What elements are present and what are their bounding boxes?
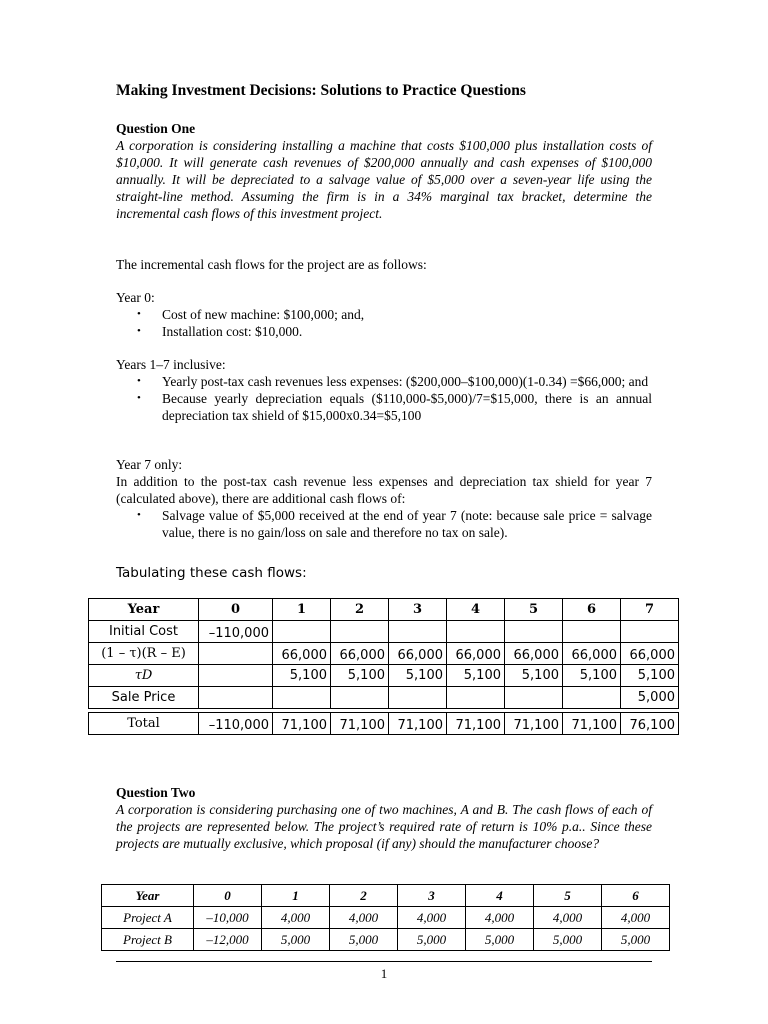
table-cell [331, 687, 389, 709]
table-cell: 5,100 [447, 665, 505, 687]
list-item: • Yearly post-tax cash revenues less expenses: ($200,000–$100,000)(1-0.34) =$66,000; and [137, 374, 649, 389]
table-cell: –12,000 [194, 929, 262, 951]
table-cell: 4,000 [466, 907, 534, 929]
table-header-cell: 3 [389, 599, 447, 621]
row-label: τD [89, 665, 199, 687]
table-header-cell: Year [89, 599, 199, 621]
table-cell [199, 643, 273, 665]
table-cell [447, 621, 505, 643]
table-cell [273, 621, 331, 643]
table-cell [331, 621, 389, 643]
table-cell: 66,000 [505, 643, 563, 665]
table-row [89, 665, 679, 687]
table-cell: 5,000 [621, 687, 679, 709]
page-number: 1 [380, 966, 388, 981]
table-cell: 5,100 [621, 665, 679, 687]
row-label: Total [89, 713, 199, 735]
table-cell: –10,000 [194, 907, 262, 929]
table-cell [199, 687, 273, 709]
table-row [89, 621, 679, 643]
list-item: • Cost of new machine: $100,000; and, [137, 307, 365, 322]
table-cell: –110,000 [199, 621, 273, 643]
bullet-icon: • [137, 308, 141, 320]
table-header-cell: 1 [273, 599, 331, 621]
table-cell: 5,000 [534, 929, 602, 951]
table-cell [389, 621, 447, 643]
table-cell: 71,100 [273, 713, 331, 735]
table-header-cell: 5 [505, 599, 563, 621]
table-cell [199, 665, 273, 687]
projects-table [101, 884, 670, 951]
table-cell: 66,000 [331, 643, 389, 665]
table-total-row [89, 713, 679, 735]
table-cell: 5,100 [505, 665, 563, 687]
table-cell: 4,000 [398, 907, 466, 929]
table-header-cell: 0 [199, 599, 273, 621]
table-cell: 5,000 [262, 929, 330, 951]
year7-text: In addition to the post-tax cash revenue less expenses and depreciation tax shield for year 7 (calculated above), there are additional cash flows of: [116, 474, 652, 506]
table-cell: 71,100 [447, 713, 505, 735]
table-row [102, 907, 670, 929]
table-cell: 5,000 [602, 929, 670, 951]
table-cell: 71,100 [563, 713, 621, 735]
table-header-cell: 2 [330, 885, 398, 907]
row-label: (1 – τ)(R – E) [89, 643, 199, 665]
table-header-cell: 4 [466, 885, 534, 907]
table-header-cell: 1 [262, 885, 330, 907]
row-label: Sale Price [89, 687, 199, 709]
table-cell [447, 687, 505, 709]
cash-flow-table [88, 598, 679, 735]
table-cell: 71,100 [389, 713, 447, 735]
tabulating-label: Tabulating these cash flows: [116, 565, 307, 581]
list-item: • Salvage value of $5,000 received at the end of year 7 (note: because sale price = salvage value, there is no gain/loss on sale and therefore no tax on sale). [137, 508, 652, 540]
table-cell [273, 687, 331, 709]
question-one-prompt: A corporation is considering installing a machine that costs $100,000 plus installation costs of $10,000. It will generate cash revenues of $200,000 annually and cash expenses of $100,000 annually. It will be depreciated to a salvage value of $5,000 over a seven-year life using the straight-line method. Assuming the firm is in a 34% marginal tax bracket, determine the incremental cash flows of this investment project. [116, 138, 652, 221]
year7-list [116, 507, 652, 541]
table-cell [621, 621, 679, 643]
table-cell: 4,000 [602, 907, 670, 929]
table-cell: 5,100 [331, 665, 389, 687]
table-header-cell: 7 [621, 599, 679, 621]
list-item: • Installation cost: $10,000. [137, 324, 303, 339]
table-cell: 71,100 [331, 713, 389, 735]
table-header-cell: 6 [602, 885, 670, 907]
table-cell: 5,100 [563, 665, 621, 687]
table-cell: –110,000 [199, 713, 273, 735]
table-header-cell: 0 [194, 885, 262, 907]
table-header-cell: 6 [563, 599, 621, 621]
cash-flow-intro: The incremental cash flows for the project are as follows: [116, 257, 427, 272]
table-cell: 5,000 [330, 929, 398, 951]
row-label: Project B [102, 929, 194, 951]
years17-list [116, 373, 652, 424]
question-two-prompt: A corporation is considering purchasing one of two machines, A and B. The cash flows of each of the projects are represented below. The project’s required rate of return is 10% p.a.. Since these projects are mutually exclusive, which proposal (if any) should the manufacturer choose? [116, 802, 652, 851]
table-cell: 66,000 [563, 643, 621, 665]
table-cell: 66,000 [273, 643, 331, 665]
table-cell: 5,100 [389, 665, 447, 687]
table-cell: 71,100 [505, 713, 563, 735]
table-cell [505, 621, 563, 643]
page-title: Making Investment Decisions: Solutions to Practice Questions [116, 82, 526, 99]
table-row [89, 687, 679, 709]
table-row [102, 929, 670, 951]
question-two-heading: Question Two [116, 785, 196, 800]
table-cell [389, 687, 447, 709]
table-header-cell: Year [102, 885, 194, 907]
question-one-heading: Question One [116, 121, 196, 136]
table-cell: 76,100 [621, 713, 679, 735]
table-cell [505, 687, 563, 709]
years17-label: Years 1–7 inclusive: [116, 357, 226, 372]
table-header-row [89, 599, 679, 621]
table-row [89, 643, 679, 665]
table-cell: 5,000 [466, 929, 534, 951]
table-header-cell: 3 [398, 885, 466, 907]
bullet-icon: • [137, 375, 141, 387]
table-cell: 66,000 [389, 643, 447, 665]
bullet-icon: • [137, 392, 141, 404]
table-cell [563, 621, 621, 643]
table-cell: 66,000 [447, 643, 505, 665]
footer-divider [116, 961, 652, 962]
bullet-icon: • [137, 325, 141, 337]
year7-label: Year 7 only: [116, 457, 183, 472]
bullet-icon: • [137, 509, 141, 521]
table-header-cell: 5 [534, 885, 602, 907]
table-cell: 5,100 [273, 665, 331, 687]
table-cell: 5,000 [398, 929, 466, 951]
year0-list [116, 306, 652, 340]
table-cell: 66,000 [621, 643, 679, 665]
year0-label: Year 0: [116, 290, 155, 305]
table-cell: 4,000 [534, 907, 602, 929]
table-cell: 4,000 [330, 907, 398, 929]
list-item: • Because yearly depreciation equals ($110,000-$5,000)/7=$15,000, there is an annual depreciation tax shield of $15,000x0.34=$5,100 [137, 391, 652, 423]
row-label: Project A [102, 907, 194, 929]
table-header-cell: 4 [447, 599, 505, 621]
table-header-cell: 2 [331, 599, 389, 621]
table-cell [563, 687, 621, 709]
row-label: Initial Cost [89, 621, 199, 643]
table-cell: 4,000 [262, 907, 330, 929]
table-header-row [102, 885, 670, 907]
